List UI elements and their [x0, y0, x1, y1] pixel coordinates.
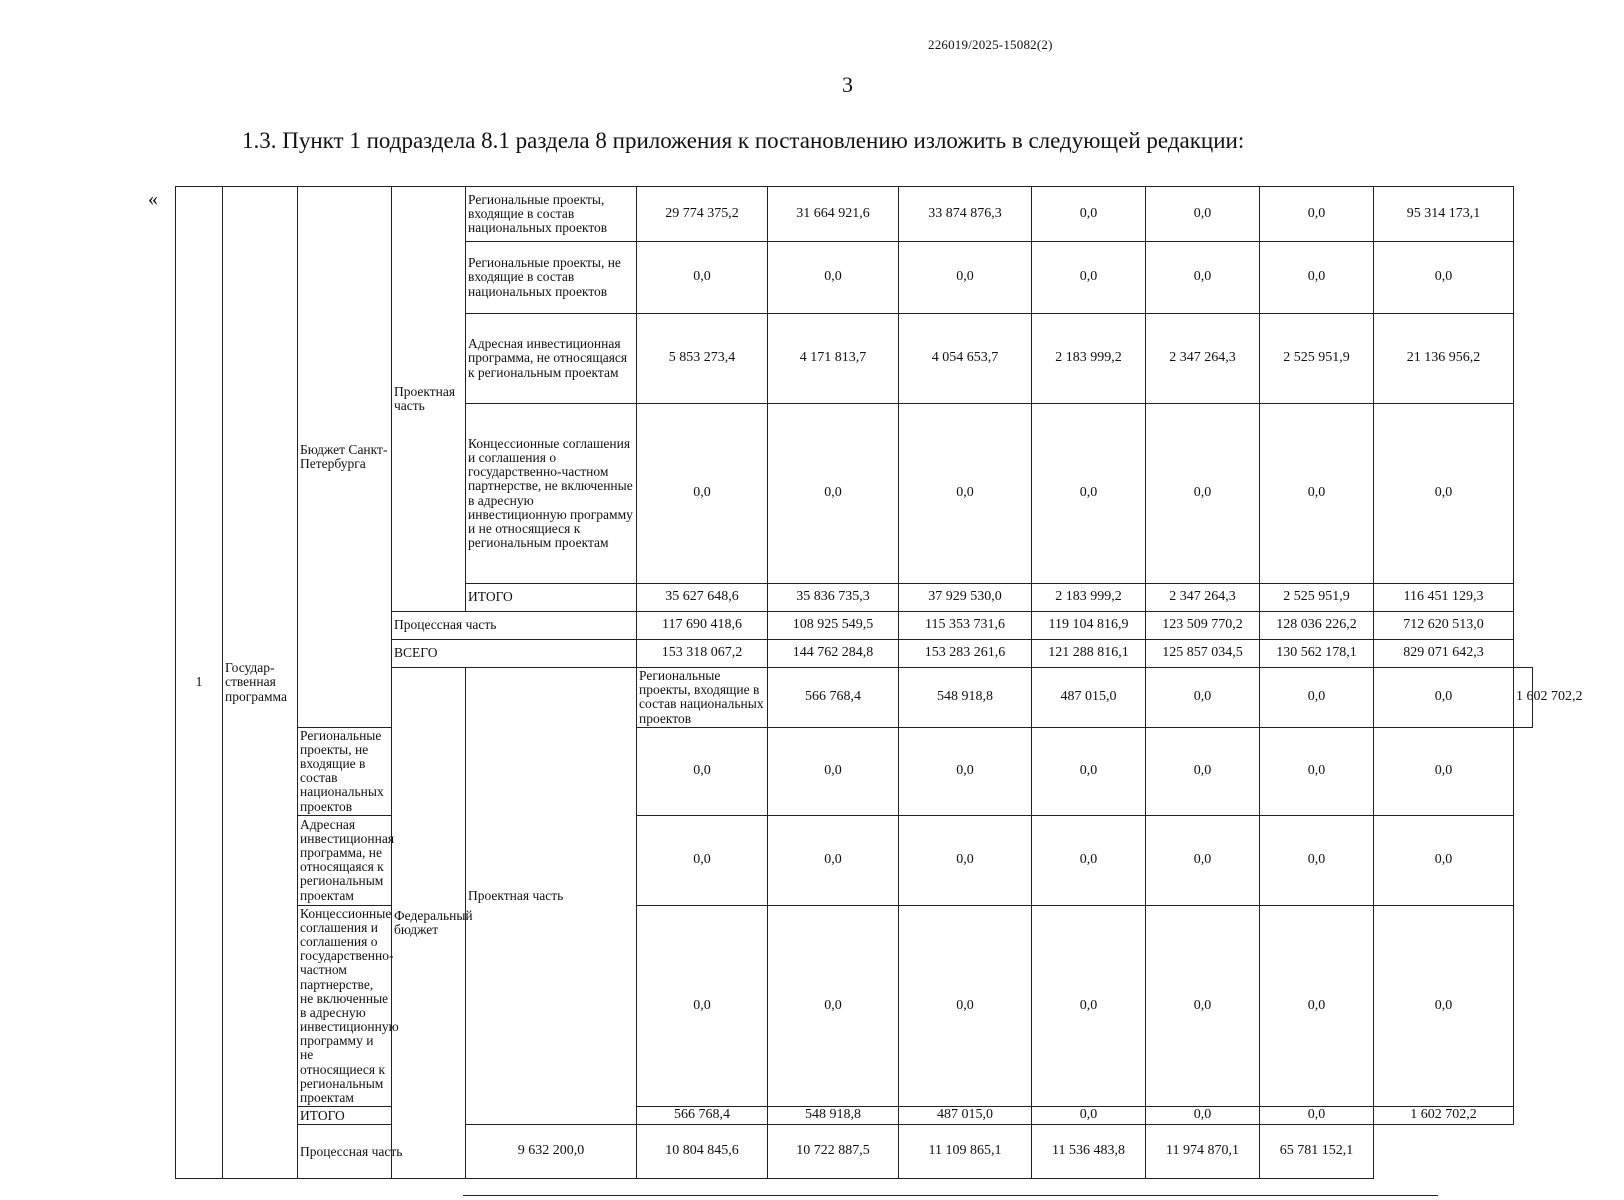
- value-cell: 0,0: [899, 404, 1032, 584]
- itogo-label: ИТОГО: [298, 1107, 392, 1125]
- value-cell: 10 804 845,6: [637, 1125, 768, 1179]
- value-cell: 0,0: [899, 905, 1032, 1106]
- value-cell: 0,0: [1260, 727, 1374, 815]
- process-row: [176, 1125, 1533, 1179]
- value-cell: 0,0: [1260, 815, 1374, 905]
- value-cell: 37 929 530,0: [899, 584, 1032, 612]
- value-cell: 0,0: [1146, 668, 1260, 728]
- value-cell: 0,0: [1374, 727, 1514, 815]
- value-cell: 829 071 642,3: [1374, 640, 1514, 668]
- row-description: Региональные проекты, входящие в состав национальных проектов: [637, 668, 768, 728]
- value-cell: 108 925 549,5: [768, 612, 899, 640]
- value-cell: 0,0: [1260, 404, 1374, 584]
- process-label: Процессная часть: [298, 1125, 466, 1179]
- value-cell: 119 104 816,9: [1032, 612, 1146, 640]
- value-cell: 0,0: [1032, 727, 1146, 815]
- value-cell: 0,0: [1260, 668, 1374, 728]
- program-type-cell: Государ-ственная программа: [223, 187, 298, 1179]
- row-description: Адресная инвестиционная программа, не относящаяся к региональным проектам: [298, 815, 392, 905]
- value-cell: 128 036 226,2: [1260, 612, 1374, 640]
- value-cell: 0,0: [1032, 1107, 1146, 1125]
- value-cell: 0,0: [768, 905, 899, 1106]
- value-cell: 35 836 735,3: [768, 584, 899, 612]
- value-cell: 0,0: [768, 815, 899, 905]
- value-cell: 0,0: [1146, 404, 1260, 584]
- value-cell: 0,0: [899, 242, 1032, 314]
- source-name-cell: Бюджет Санкт-Петербурга: [298, 187, 392, 728]
- value-cell: 0,0: [1032, 815, 1146, 905]
- itogo-label: ИТОГО: [466, 584, 637, 612]
- value-cell: 0,0: [1374, 905, 1514, 1106]
- value-cell: 0,0: [637, 815, 768, 905]
- value-cell: 35 627 648,6: [637, 584, 768, 612]
- value-cell: 4 171 813,7: [768, 314, 899, 404]
- value-cell: 116 451 129,3: [1374, 584, 1514, 612]
- value-cell: 125 857 034,5: [1146, 640, 1260, 668]
- value-cell: 2 347 264,3: [1146, 584, 1260, 612]
- value-cell: 5 853 273,4: [637, 314, 768, 404]
- value-cell: 9 632 200,0: [466, 1125, 637, 1179]
- value-cell: 1 602 702,2: [1374, 1107, 1514, 1125]
- table-row: [176, 905, 1533, 1106]
- value-cell: 0,0: [899, 727, 1032, 815]
- table-row: [176, 727, 1533, 815]
- value-cell: 0,0: [1032, 187, 1146, 242]
- process-label: Процессная часть: [392, 612, 637, 640]
- value-cell: 0,0: [637, 242, 768, 314]
- value-cell: 0,0: [1374, 668, 1514, 728]
- value-cell: 0,0: [1032, 404, 1146, 584]
- value-cell: 144 762 284,8: [768, 640, 899, 668]
- value-cell: 0,0: [1374, 242, 1514, 314]
- value-cell: 117 690 418,6: [637, 612, 768, 640]
- itogo-row: [176, 1107, 1533, 1125]
- value-cell: 11 536 483,8: [1032, 1125, 1146, 1179]
- row-description: Региональные проекты, не входящие в состав национальных проектов: [298, 727, 392, 815]
- value-cell: 0,0: [1146, 1107, 1260, 1125]
- value-cell: 2 525 951,9: [1260, 314, 1374, 404]
- value-cell: 95 314 173,1: [1374, 187, 1514, 242]
- table-row: [176, 815, 1533, 905]
- value-cell: 0,0: [1260, 187, 1374, 242]
- value-cell: 121 288 816,1: [1032, 640, 1146, 668]
- value-cell: 21 136 956,2: [1374, 314, 1514, 404]
- project-part-label: Проектная часть: [466, 668, 637, 1125]
- value-cell: 0,0: [1260, 1107, 1374, 1125]
- value-cell: 712 620 513,0: [1374, 612, 1514, 640]
- opening-quote: «: [148, 188, 158, 210]
- funding-table: [175, 186, 1583, 1179]
- value-cell: 33 874 876,3: [899, 187, 1032, 242]
- value-cell: 0,0: [1374, 404, 1514, 584]
- bottom-divider: [463, 1195, 1438, 1196]
- value-cell: 130 562 178,1: [1260, 640, 1374, 668]
- value-cell: 0,0: [1260, 905, 1374, 1106]
- value-cell: 0,0: [1260, 242, 1374, 314]
- table-row: [176, 187, 1533, 242]
- value-cell: 0,0: [1146, 242, 1260, 314]
- value-cell: 0,0: [1146, 815, 1260, 905]
- value-cell: 0,0: [1374, 815, 1514, 905]
- value-cell: 2 347 264,3: [1146, 314, 1260, 404]
- row-number-cell: 1: [176, 187, 223, 1179]
- value-cell: 0,0: [768, 404, 899, 584]
- value-cell: 65 781 152,1: [1260, 1125, 1374, 1179]
- total-label: ВСЕГО: [392, 640, 637, 668]
- row-description: Адресная инвестиционная программа, не относящаяся к региональным проектам: [466, 314, 637, 404]
- value-cell: 0,0: [1032, 242, 1146, 314]
- row-description: Региональные проекты, входящие в состав национальных проектов: [466, 187, 637, 242]
- value-cell: 2 183 999,2: [1032, 314, 1146, 404]
- value-cell: 548 918,8: [899, 668, 1032, 728]
- value-cell: 31 664 921,6: [768, 187, 899, 242]
- value-cell: 0,0: [637, 905, 768, 1106]
- value-cell: 487 015,0: [1032, 668, 1146, 728]
- value-cell: 0,0: [899, 815, 1032, 905]
- amendment-heading: 1.3. Пункт 1 подраздела 8.1 раздела 8 приложения к постановлению изложить в следующей редакции:: [242, 128, 1245, 153]
- value-cell: 11 109 865,1: [899, 1125, 1032, 1179]
- value-cell: 4 054 653,7: [899, 314, 1032, 404]
- value-cell: 566 768,4: [768, 668, 899, 728]
- row-description: Концессионные соглашения и соглашения о государственно-частном партнерстве, не включенные в адресную инвестиционную программу и не относящиеся к региональным проектам: [466, 404, 637, 584]
- value-cell: 2 525 951,9: [1260, 584, 1374, 612]
- value-cell: 153 283 261,6: [899, 640, 1032, 668]
- page-number: 3: [842, 72, 853, 97]
- document-number: 226019/2025-15082(2): [928, 37, 1053, 52]
- value-cell: 0,0: [768, 727, 899, 815]
- value-cell: 548 918,8: [768, 1107, 899, 1125]
- value-cell: 566 768,4: [637, 1107, 768, 1125]
- value-cell: 10 722 887,5: [768, 1125, 899, 1179]
- source-name-cell: Федеральный бюджет: [392, 668, 466, 1179]
- row-description: Региональные проекты, не входящие в состав национальных проектов: [466, 242, 637, 314]
- value-cell: 0,0: [1032, 905, 1146, 1106]
- value-cell: 11 974 870,1: [1146, 1125, 1260, 1179]
- value-cell: 2 183 999,2: [1032, 584, 1146, 612]
- value-cell: 0,0: [768, 242, 899, 314]
- value-cell: 0,0: [637, 727, 768, 815]
- value-cell: 1 602 702,2: [1514, 668, 1533, 728]
- value-cell: 29 774 375,2: [637, 187, 768, 242]
- value-cell: 0,0: [1146, 727, 1260, 815]
- project-part-label: Проектная часть: [392, 187, 466, 612]
- value-cell: 0,0: [1146, 905, 1260, 1106]
- value-cell: 123 509 770,2: [1146, 612, 1260, 640]
- value-cell: 487 015,0: [899, 1107, 1032, 1125]
- value-cell: 153 318 067,2: [637, 640, 768, 668]
- value-cell: 115 353 731,6: [899, 612, 1032, 640]
- value-cell: 0,0: [637, 404, 768, 584]
- row-description: Концессионные соглашения и соглашения о государственно-частном партнерстве, не включенные в адресную инвестиционную программу и не относящиеся к региональным проектам: [298, 905, 392, 1106]
- value-cell: 0,0: [1146, 187, 1260, 242]
